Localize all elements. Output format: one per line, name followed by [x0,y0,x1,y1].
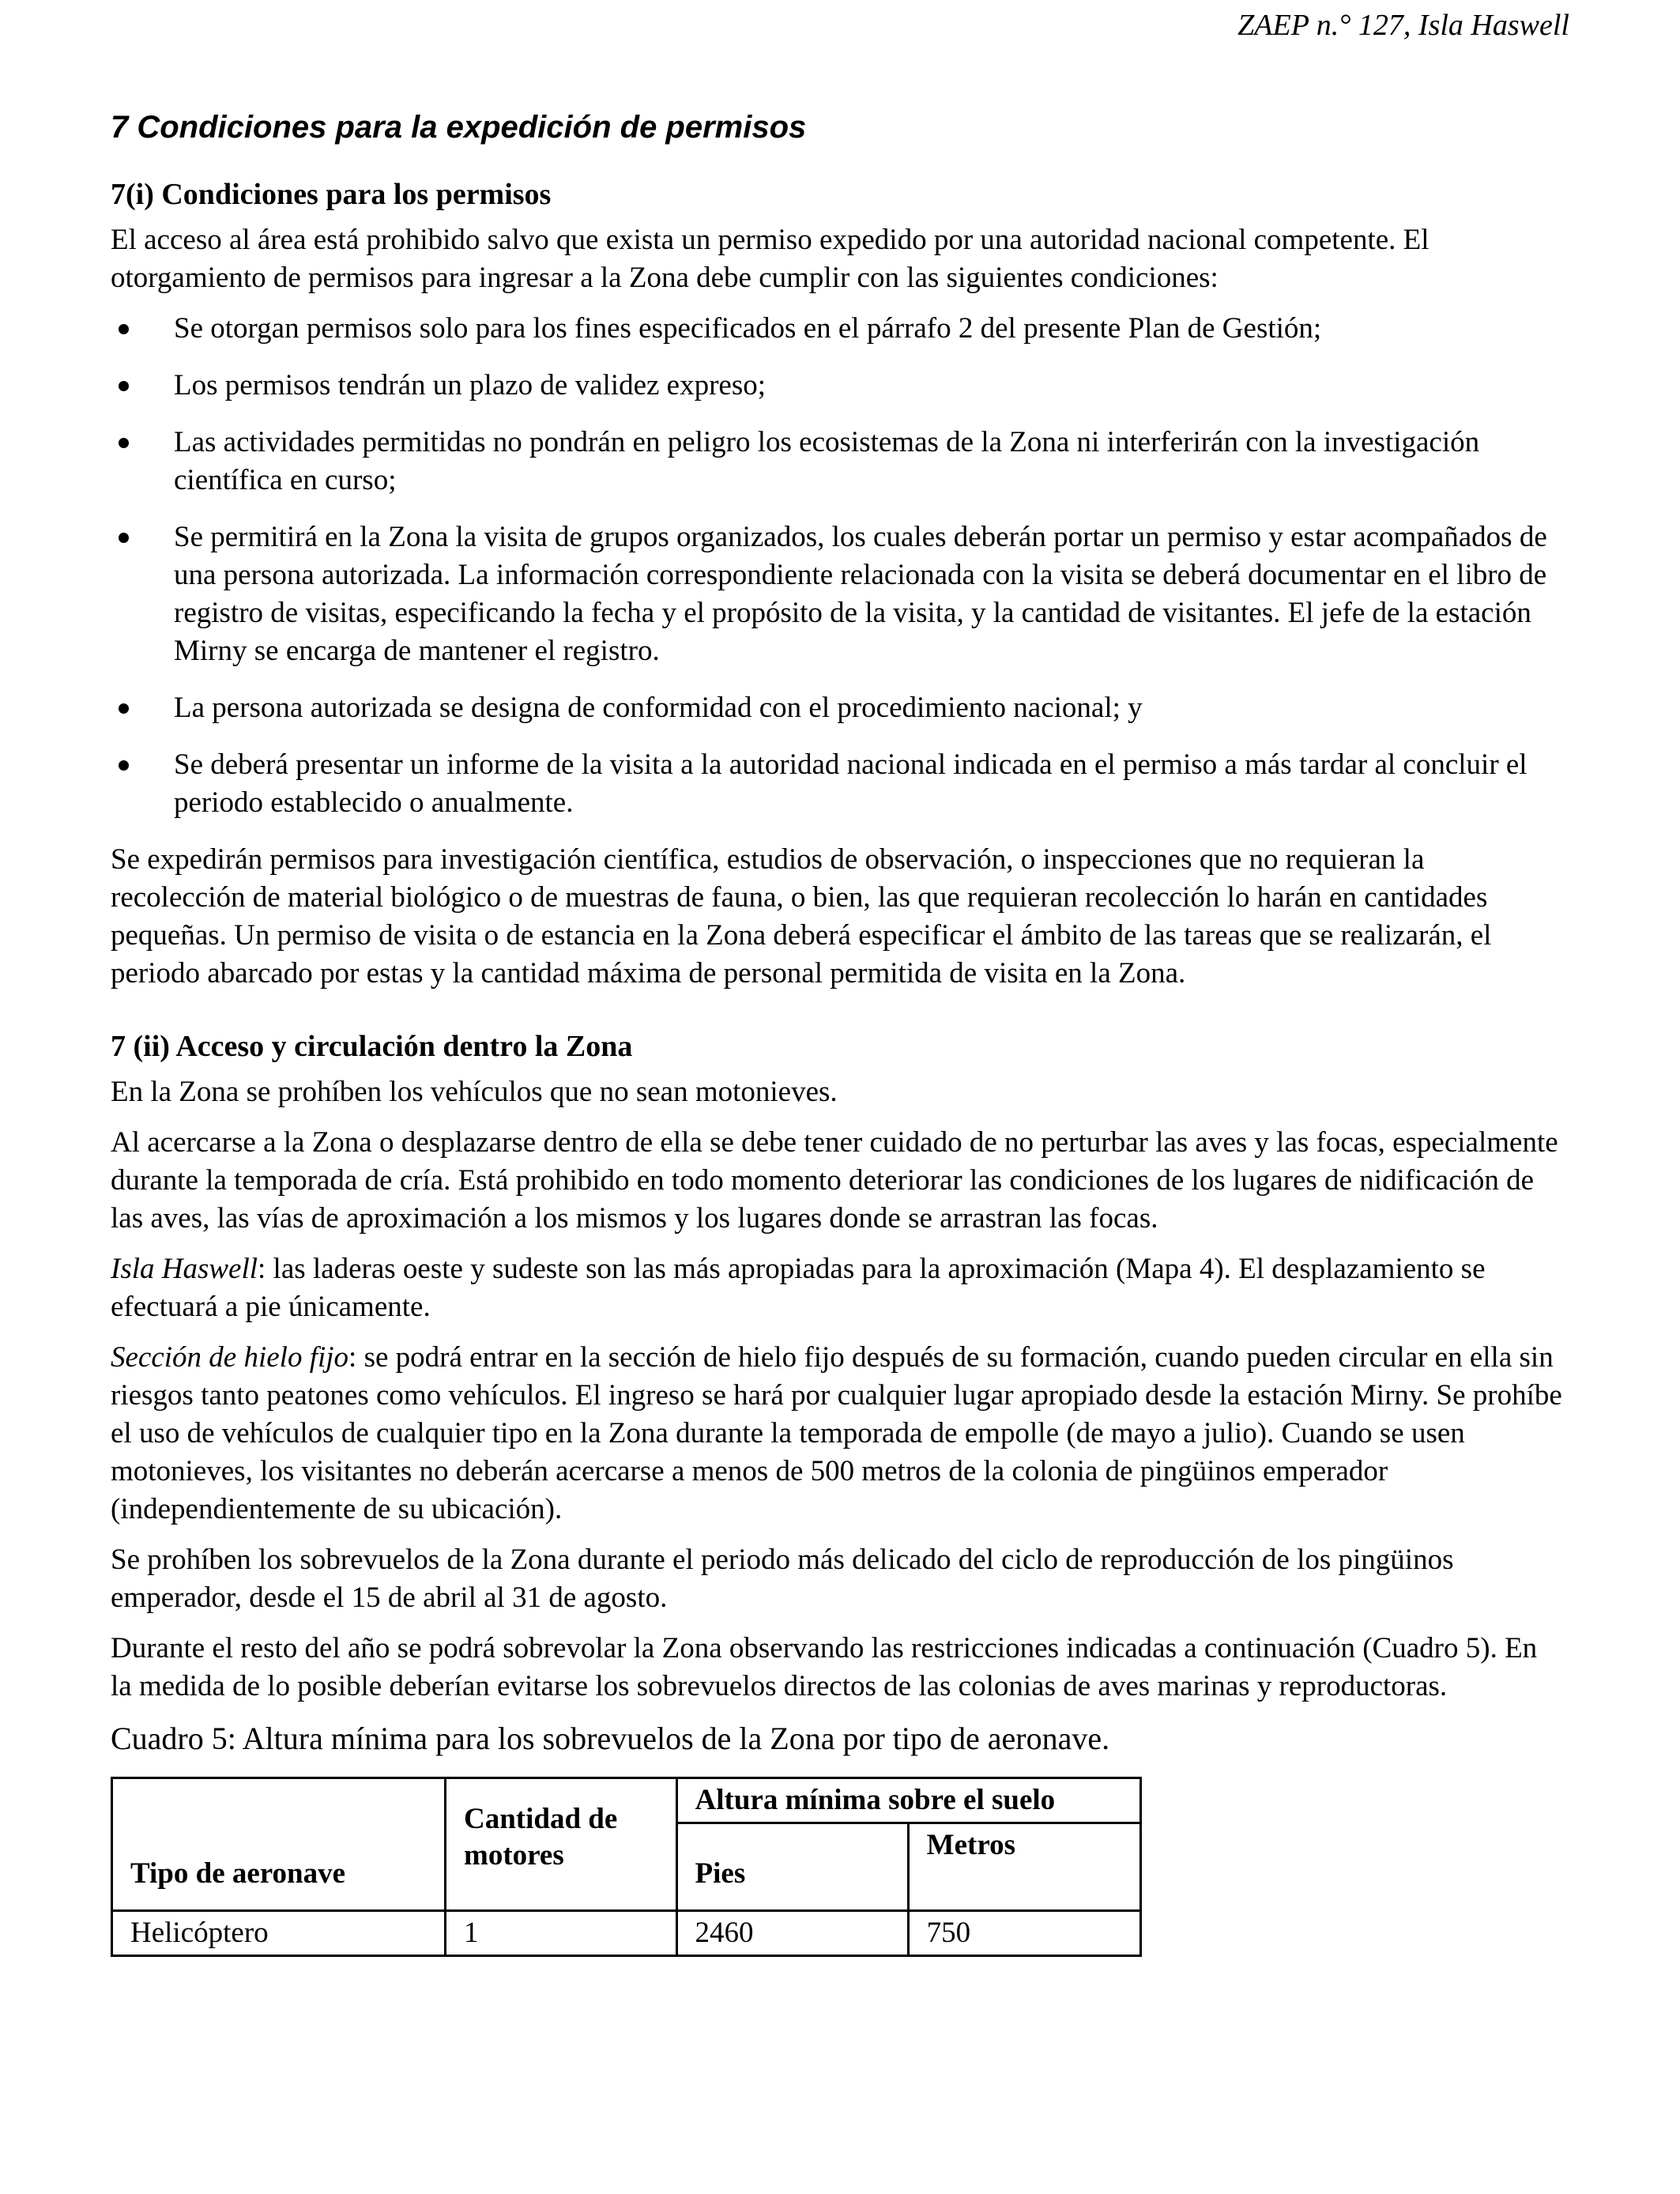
haswell-island-label: Isla Haswell [111,1253,258,1285]
document-body [111,107,1565,1957]
section-title: 7 Condiciones para la expedición de permisos [111,110,807,145]
subheading-permit-conditions: 7(i) Condiciones para los permisos [111,178,552,211]
cell-feet: 2460 [676,1911,908,1956]
list-item: Se permitirá en la Zona la visita de grupos organizados, los cuales deberán portar un permiso y estar acompañados de una persona autorizada. La información correspondiente relacionada con la visita se deberá documentar en el libro de registro de visitas, especificando la fecha y el propósito de la visita, y la cantidad de visitantes. El jefe de la estación Mirny se encarga de mantener el registro. [111,518,1565,670]
running-header: ZAEP n.° 127, Isla Haswell [1237,9,1569,42]
bullet-icon [119,381,129,391]
altitude-table [111,1777,1142,1957]
cell-meters: 750 [908,1911,1140,1956]
list-item: Los permisos tendrán un plazo de validez expreso; [111,367,1565,405]
list-item: Se otorgan permisos solo para los fines especificados en el párrafo 2 del presente Plan de Gestión; [111,310,1565,348]
header-min-altitude: Altura mínima sobre el suelo [676,1778,1140,1823]
overflight-rules-paragraph: Durante el resto del año se podrá sobrevolar la Zona observando las restricciones indicadas a continuación (Cuadro 5). En la medida de lo posible deberían evitarse los sobrevuelos directos de las colonias de aves marinas y reproductoras. [111,1632,1538,1702]
bullet-icon [119,533,129,543]
list-item: La persona autorizada se designa de conformidad con el procedimiento nacional; y [111,689,1565,727]
overflight-ban-paragraph: Se prohíben los sobrevuelos de la Zona durante el periodo más delicado del ciclo de reproducción de los pingüinos emperador, desde el 15 de abril al 31 de agosto. [111,1544,1454,1614]
list-item: Se deberá presentar un informe de la visita a la autoridad nacional indicada en el permiso a más tardar al concluir el periodo establecido o anualmente. [111,746,1565,822]
bullet-icon [119,760,129,771]
table-row [112,1911,1141,1956]
header-meters: Metros [908,1823,1140,1911]
header-engine-count: Cantidad de motores [446,1778,677,1911]
permit-intro-paragraph: El acceso al área está prohibido salvo que exista un permiso expedido por una autoridad nacional competente. El otorgamiento de permisos para ingresar a la Zona debe cumplir con las siguientes condiciones: [111,224,1430,294]
cell-engine-count: 1 [446,1911,677,1956]
permit-conditions-list [111,310,1565,822]
subheading-access-movement: 7 (ii) Acceso y circulación dentro la Zona [111,1030,633,1063]
bullet-icon [119,324,129,334]
list-item: Las actividades permitidas no pondrán en peligro los ecosistemas de la Zona ni interferirán con la investigación científica en curso; [111,424,1565,499]
wildlife-paragraph: Al acercarse a la Zona o desplazarse dentro de ella se debe tener cuidado de no perturbar las aves y las focas, especialmente durante la temporada de cría. Está prohibido en todo momento deteriorar las condiciones de los lugares de nidificación de las aves, las vías de aproximación a los mismos y los lugares donde se arrastran las focas. [111,1126,1558,1235]
table-caption: Cuadro 5: Altura mínima para los sobrevuelos de la Zona por tipo de aeronave. [111,1721,1110,1756]
bullet-icon [119,438,129,448]
fast-ice-label: Sección de hielo fijo [111,1341,349,1374]
header-feet: Pies [676,1823,908,1911]
fast-ice-paragraph: Sección de hielo fijo: se podrá entrar en la sección de hielo fijo después de su formación, cuando pueden circular en ella sin riesgos tanto peatones como vehículos. El ingreso se hará por cualquier lugar apropiado desde la estación Mirny. Se prohíbe el uso de vehículos de cualquier tipo en la Zona durante la temporada de empolle (de mayo a julio). Cuando se usen motonieves, los visitantes no deberán acercarse a menos de 500 metros de la colonia de pingüinos emperador (independientemente de su ubicación). [111,1341,1562,1525]
cell-aircraft-type: Helicóptero [112,1911,446,1956]
vehicles-paragraph: En la Zona se prohíben los vehículos que no sean motonieves. [111,1076,838,1108]
permit-closing-paragraph: Se expedirán permisos para investigación científica, estudios de observación, o inspecciones que no requieran la recolección de material biológico o de muestras de fauna, o bien, las que requieran recolección lo harán en cantidades pequeñas. Un permiso de visita o de estancia en la Zona deberá especificar el ámbito de las tareas que se realizarán, el periodo abarcado por estas y la cantidad máxima de personal permitida de visita en la Zona. [111,843,1492,990]
header-aircraft-type: Tipo de aeronave [112,1778,446,1911]
haswell-island-paragraph: Isla Haswell: las laderas oeste y sudeste son las más apropiadas para la aproximación (Mapa 4). El desplazamiento se efectuará a pie únicamente. [111,1253,1486,1323]
bullet-icon [119,703,129,714]
